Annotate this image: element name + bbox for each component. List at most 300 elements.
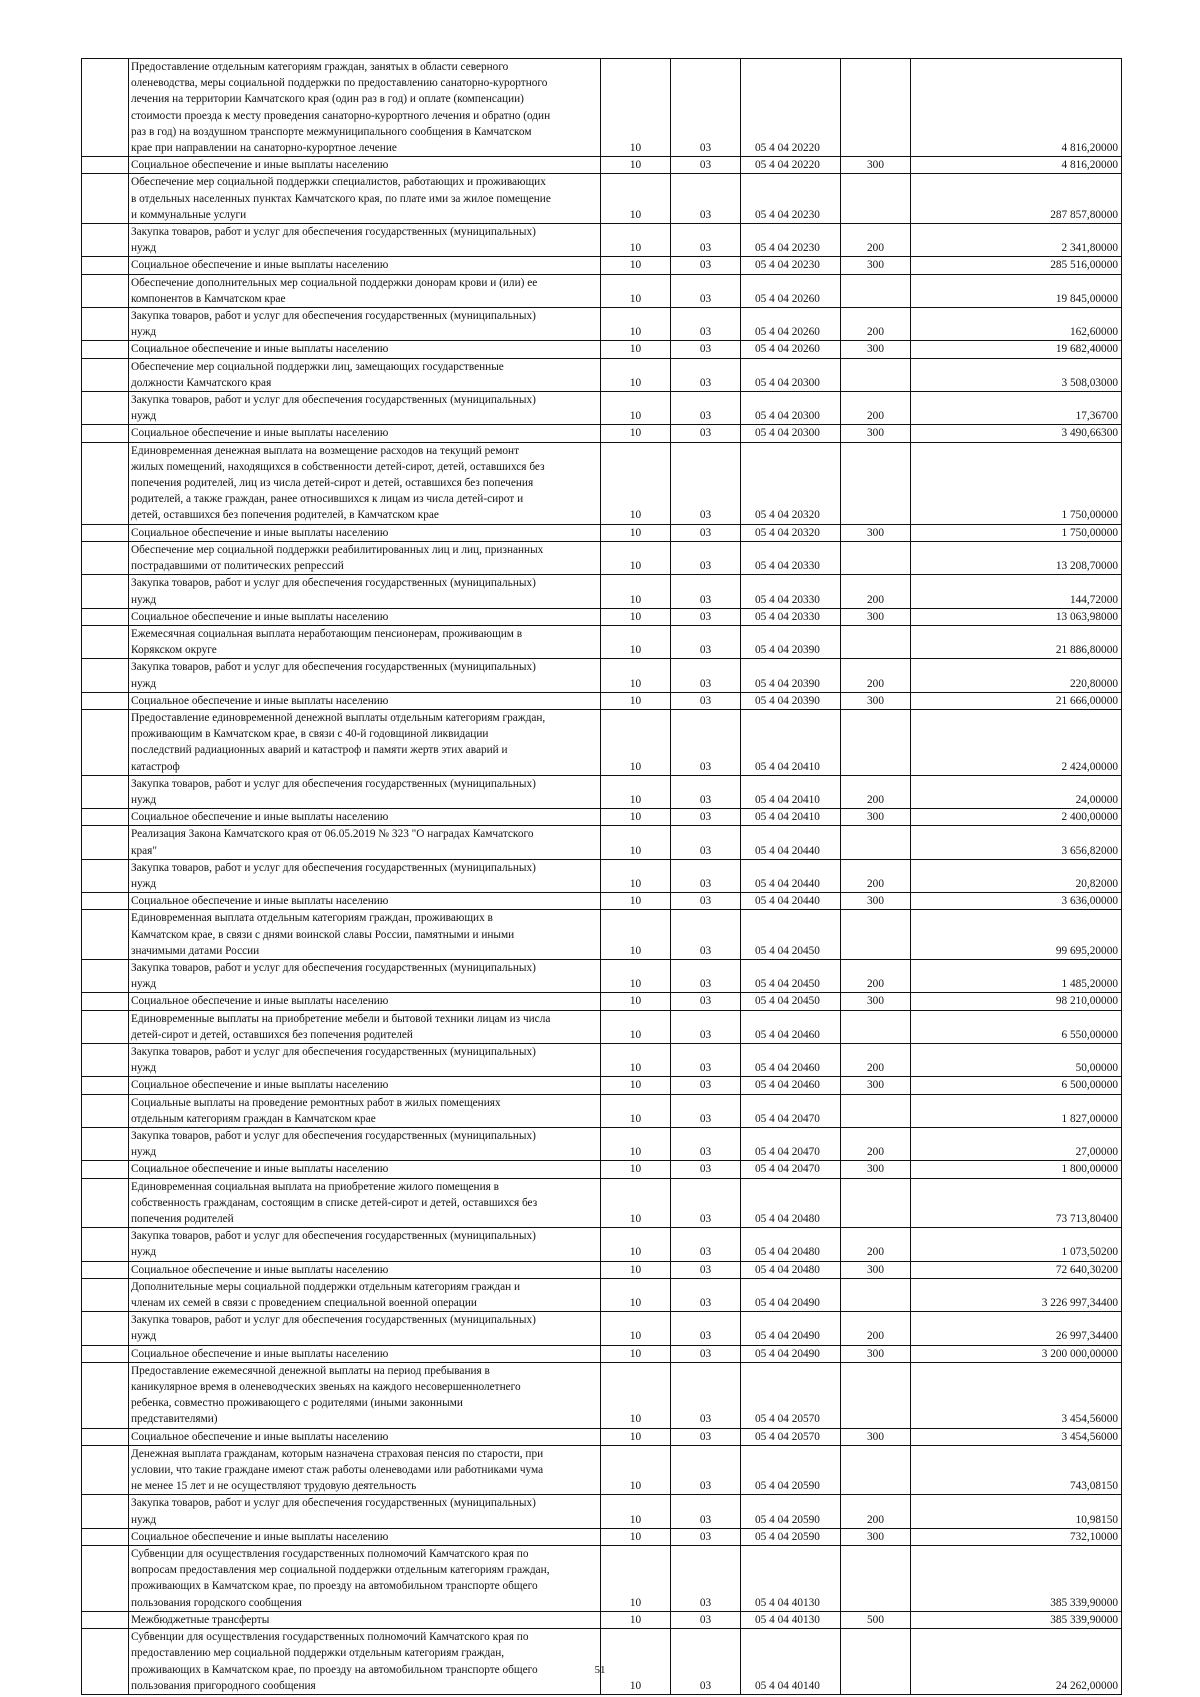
row-subsection-cell: 03 [671, 1261, 741, 1278]
row-target-cell: 05 4 04 20230 [741, 224, 841, 257]
row-target-cell: 05 4 04 20480 [741, 1228, 841, 1261]
row-section-cell: 10 [601, 1178, 671, 1228]
row-type-cell [841, 1178, 911, 1228]
row-type-cell: 200 [841, 959, 911, 992]
row-section-cell: 10 [601, 1161, 671, 1178]
row-type-cell [841, 1010, 911, 1043]
row-subsection-cell: 03 [671, 425, 741, 442]
row-target-cell: 05 4 04 20320 [741, 442, 841, 524]
row-target-cell: 05 4 04 20220 [741, 59, 841, 157]
row-subsection-cell: 03 [671, 859, 741, 892]
row-name-cell: Закупка товаров, работ и услуг для обеспечения государственных (муниципальных) нужд [129, 859, 601, 892]
table-row [82, 257, 1122, 274]
row-amount-cell: 1 485,20000 [911, 959, 1122, 992]
row-type-cell: 200 [841, 1228, 911, 1261]
row-name-cell: Социальное обеспечение и иные выплаты населению [129, 524, 601, 541]
row-target-cell: 05 4 04 20300 [741, 392, 841, 425]
row-name-cell: Межбюджетные трансферты [129, 1611, 601, 1628]
table-row [82, 1495, 1122, 1528]
row-subsection-cell: 03 [671, 775, 741, 808]
row-type-cell: 300 [841, 1077, 911, 1094]
row-subsection-cell: 03 [671, 659, 741, 692]
row-amount-cell: 72 640,30200 [911, 1261, 1122, 1278]
row-section-cell: 10 [601, 341, 671, 358]
row-subsection-cell: 03 [671, 1043, 741, 1076]
row-type-cell [841, 1278, 911, 1311]
row-target-cell: 05 4 04 20260 [741, 308, 841, 341]
row-amount-cell: 3 490,66300 [911, 425, 1122, 442]
row-amount-cell: 10,98150 [911, 1495, 1122, 1528]
row-target-cell: 05 4 04 20260 [741, 274, 841, 307]
row-name-cell: Закупка товаров, работ и услуг для обеспечения государственных (муниципальных) нужд [129, 959, 601, 992]
table-row [82, 659, 1122, 692]
row-amount-cell: 1 800,00000 [911, 1161, 1122, 1178]
row-name-cell: Социальное обеспечение и иные выплаты населению [129, 893, 601, 910]
row-subsection-cell: 03 [671, 1528, 741, 1545]
row-margin-cell [82, 1094, 129, 1127]
row-section-cell: 10 [601, 692, 671, 709]
row-name-cell: Обеспечение мер социальной поддержки специалистов, работающих и проживающих в отдельных населенных пунктах Камчатского края, по плате ими за жилое помещение и коммунальные услуги [129, 174, 601, 224]
row-section-cell: 10 [601, 1445, 671, 1495]
row-subsection-cell: 03 [671, 1228, 741, 1261]
row-target-cell: 05 4 04 20260 [741, 341, 841, 358]
table-row [82, 274, 1122, 307]
row-section-cell: 10 [601, 1629, 671, 1695]
row-margin-cell [82, 775, 129, 808]
row-target-cell: 05 4 04 20390 [741, 692, 841, 709]
row-section-cell: 10 [601, 274, 671, 307]
row-margin-cell [82, 1495, 129, 1528]
row-type-cell: 200 [841, 224, 911, 257]
row-margin-cell [82, 1428, 129, 1445]
row-name-cell: Социальное обеспечение и иные выплаты населению [129, 425, 601, 442]
row-margin-cell [82, 257, 129, 274]
row-name-cell: Социальное обеспечение и иные выплаты населению [129, 993, 601, 1010]
row-subsection-cell: 03 [671, 993, 741, 1010]
row-margin-cell [82, 1043, 129, 1076]
row-target-cell: 05 4 04 20300 [741, 425, 841, 442]
table-row [82, 1445, 1122, 1495]
row-target-cell: 05 4 04 20490 [741, 1345, 841, 1362]
row-section-cell: 10 [601, 1077, 671, 1094]
row-type-cell: 500 [841, 1611, 911, 1628]
row-type-cell: 300 [841, 425, 911, 442]
row-amount-cell: 3 656,82000 [911, 826, 1122, 859]
table-row [82, 1611, 1122, 1628]
table-row [82, 625, 1122, 658]
row-name-cell: Денежная выплата гражданам, которым назначена страховая пенсия по старости, при условии, что такие граждане имеют стаж работы оленеводами или работниками чума не менее 15 лет и не осуществляют трудовую деятельность [129, 1445, 601, 1495]
row-amount-cell: 385 339,90000 [911, 1611, 1122, 1628]
row-type-cell: 200 [841, 1495, 911, 1528]
table-row [82, 893, 1122, 910]
row-amount-cell: 17,36700 [911, 392, 1122, 425]
row-type-cell: 300 [841, 341, 911, 358]
row-name-cell: Единовременная выплата отдельным категориям граждан, проживающих в Камчатском крае, в связи с днями воинской славы России, памятными и иными значимыми датами России [129, 910, 601, 960]
row-type-cell: 200 [841, 308, 911, 341]
row-name-cell: Закупка товаров, работ и услуг для обеспечения государственных (муниципальных) нужд [129, 575, 601, 608]
row-name-cell: Социальное обеспечение и иные выплаты населению [129, 692, 601, 709]
row-subsection-cell: 03 [671, 1445, 741, 1495]
row-margin-cell [82, 709, 129, 775]
row-margin-cell [82, 826, 129, 859]
row-target-cell: 05 4 04 20570 [741, 1362, 841, 1428]
row-amount-cell: 287 857,80000 [911, 174, 1122, 224]
table-row [82, 608, 1122, 625]
row-subsection-cell: 03 [671, 1362, 741, 1428]
row-subsection-cell: 03 [671, 174, 741, 224]
row-margin-cell [82, 392, 129, 425]
row-type-cell: 200 [841, 659, 911, 692]
row-section-cell: 10 [601, 1043, 671, 1076]
row-type-cell: 300 [841, 608, 911, 625]
row-subsection-cell: 03 [671, 524, 741, 541]
table-row [82, 1312, 1122, 1345]
row-type-cell: 200 [841, 1043, 911, 1076]
table-row [82, 1161, 1122, 1178]
row-name-cell: Социальное обеспечение и иные выплаты населению [129, 1077, 601, 1094]
row-subsection-cell: 03 [671, 442, 741, 524]
row-margin-cell [82, 1345, 129, 1362]
table-row [82, 1077, 1122, 1094]
row-type-cell: 300 [841, 893, 911, 910]
table-row [82, 1228, 1122, 1261]
row-amount-cell: 732,10000 [911, 1528, 1122, 1545]
row-amount-cell: 21 666,00000 [911, 692, 1122, 709]
row-type-cell: 200 [841, 775, 911, 808]
row-type-cell: 300 [841, 257, 911, 274]
table-row [82, 1128, 1122, 1161]
row-subsection-cell: 03 [671, 392, 741, 425]
row-margin-cell [82, 659, 129, 692]
row-amount-cell: 3 200 000,00000 [911, 1345, 1122, 1362]
table-row [82, 826, 1122, 859]
row-target-cell: 05 4 04 20470 [741, 1094, 841, 1127]
table-row [82, 59, 1122, 157]
row-amount-cell: 21 886,80000 [911, 625, 1122, 658]
row-type-cell: 300 [841, 1428, 911, 1445]
row-target-cell: 05 4 04 40130 [741, 1546, 841, 1612]
row-type-cell [841, 174, 911, 224]
row-name-cell: Социальное обеспечение и иные выплаты населению [129, 608, 601, 625]
row-name-cell: Дополнительные меры социальной поддержки отдельным категориям граждан и членам их семей в связи с проведением специальной военной операции [129, 1278, 601, 1311]
row-subsection-cell: 03 [671, 1010, 741, 1043]
row-section-cell: 10 [601, 442, 671, 524]
row-name-cell: Реализация Закона Камчатского края от 06.05.2019 № 323 "О наградах Камчатского края" [129, 826, 601, 859]
table-row [82, 692, 1122, 709]
row-subsection-cell: 03 [671, 692, 741, 709]
row-subsection-cell: 03 [671, 1278, 741, 1311]
row-margin-cell [82, 358, 129, 391]
row-type-cell: 300 [841, 1345, 911, 1362]
row-name-cell: Социальное обеспечение и иные выплаты населению [129, 1261, 601, 1278]
row-section-cell: 10 [601, 859, 671, 892]
row-section-cell: 10 [601, 1261, 671, 1278]
row-subsection-cell: 03 [671, 826, 741, 859]
row-subsection-cell: 03 [671, 59, 741, 157]
row-target-cell: 05 4 04 20390 [741, 625, 841, 658]
row-section-cell: 10 [601, 59, 671, 157]
row-type-cell: 300 [841, 1161, 911, 1178]
row-target-cell: 05 4 04 20490 [741, 1312, 841, 1345]
row-margin-cell [82, 59, 129, 157]
row-amount-cell: 3 508,03000 [911, 358, 1122, 391]
row-amount-cell: 4 816,20000 [911, 59, 1122, 157]
row-amount-cell: 6 500,00000 [911, 1077, 1122, 1094]
row-margin-cell [82, 341, 129, 358]
row-margin-cell [82, 524, 129, 541]
row-section-cell: 10 [601, 709, 671, 775]
row-target-cell: 05 4 04 20320 [741, 524, 841, 541]
row-subsection-cell: 03 [671, 224, 741, 257]
table-row [82, 1362, 1122, 1428]
row-type-cell [841, 709, 911, 775]
row-margin-cell [82, 993, 129, 1010]
row-subsection-cell: 03 [671, 893, 741, 910]
row-section-cell: 10 [601, 257, 671, 274]
table-row [82, 392, 1122, 425]
row-section-cell: 10 [601, 959, 671, 992]
row-section-cell: 10 [601, 910, 671, 960]
row-name-cell: Закупка товаров, работ и услуг для обеспечения государственных (муниципальных) нужд [129, 1312, 601, 1345]
table-row [82, 1528, 1122, 1545]
row-target-cell: 05 4 04 20330 [741, 541, 841, 574]
row-name-cell: Закупка товаров, работ и услуг для обеспечения государственных (муниципальных) нужд [129, 392, 601, 425]
table-row [82, 959, 1122, 992]
row-name-cell: Ежемесячная социальная выплата неработающим пенсионерам, проживающим в Корякском округе [129, 625, 601, 658]
row-margin-cell [82, 1546, 129, 1612]
row-margin-cell [82, 1528, 129, 1545]
row-target-cell: 05 4 04 20460 [741, 1043, 841, 1076]
row-name-cell: Единовременная социальная выплата на приобретение жилого помещения в собственность гражданам, состоящим в списке детей-сирот и детей, оставшихся без попечения родителей [129, 1178, 601, 1228]
row-type-cell: 300 [841, 157, 911, 174]
row-subsection-cell: 03 [671, 709, 741, 775]
row-type-cell [841, 1546, 911, 1612]
table-row [82, 308, 1122, 341]
row-amount-cell: 1 750,00000 [911, 524, 1122, 541]
row-target-cell: 05 4 04 20440 [741, 893, 841, 910]
row-target-cell: 05 4 04 20230 [741, 257, 841, 274]
row-amount-cell: 99 695,20000 [911, 910, 1122, 960]
row-amount-cell: 385 339,90000 [911, 1546, 1122, 1612]
table-body [82, 59, 1122, 1695]
row-subsection-cell: 03 [671, 274, 741, 307]
row-target-cell: 05 4 04 20390 [741, 659, 841, 692]
table-row [82, 341, 1122, 358]
row-target-cell: 05 4 04 20230 [741, 174, 841, 224]
row-margin-cell [82, 157, 129, 174]
row-subsection-cell: 03 [671, 1312, 741, 1345]
row-section-cell: 10 [601, 358, 671, 391]
row-margin-cell [82, 910, 129, 960]
row-margin-cell [82, 1228, 129, 1261]
row-type-cell [841, 826, 911, 859]
row-margin-cell [82, 1312, 129, 1345]
row-subsection-cell: 03 [671, 1077, 741, 1094]
row-type-cell: 200 [841, 1128, 911, 1161]
row-target-cell: 05 4 04 20440 [741, 859, 841, 892]
row-amount-cell: 19 845,00000 [911, 274, 1122, 307]
row-type-cell: 200 [841, 575, 911, 608]
row-margin-cell [82, 1128, 129, 1161]
row-name-cell: Закупка товаров, работ и услуг для обеспечения государственных (муниципальных) нужд [129, 775, 601, 808]
row-margin-cell [82, 1445, 129, 1495]
row-target-cell: 05 4 04 20450 [741, 959, 841, 992]
row-margin-cell [82, 608, 129, 625]
row-target-cell: 05 4 04 40140 [741, 1629, 841, 1695]
table-row [82, 358, 1122, 391]
row-target-cell: 05 4 04 20300 [741, 358, 841, 391]
row-margin-cell [82, 1161, 129, 1178]
row-type-cell [841, 541, 911, 574]
row-amount-cell: 20,82000 [911, 859, 1122, 892]
row-margin-cell [82, 1629, 129, 1695]
row-name-cell: Единовременная денежная выплата на возмещение расходов на текущий ремонт жилых помещений, находящихся в собственности детей-сирот, детей, оставшихся без попечения родителей, лиц из числа детей-сирот и детей, оставшихся без попечения родителей, а также граждан, ранее относившихся к лицам из числа детей-сирот и детей, оставшихся без попечения родителей, в Камчатском крае [129, 442, 601, 524]
row-section-cell: 10 [601, 1128, 671, 1161]
row-subsection-cell: 03 [671, 308, 741, 341]
row-name-cell: Социальное обеспечение и иные выплаты населению [129, 257, 601, 274]
row-subsection-cell: 03 [671, 1178, 741, 1228]
row-amount-cell: 2 424,00000 [911, 709, 1122, 775]
row-type-cell [841, 274, 911, 307]
row-subsection-cell: 03 [671, 809, 741, 826]
table-row [82, 1178, 1122, 1228]
row-name-cell: Обеспечение мер социальной поддержки лиц, замещающих государственные должности Камчатского края [129, 358, 601, 391]
row-subsection-cell: 03 [671, 157, 741, 174]
row-target-cell: 05 4 04 20450 [741, 910, 841, 960]
row-subsection-cell: 03 [671, 575, 741, 608]
row-target-cell: 05 4 04 20590 [741, 1495, 841, 1528]
row-amount-cell: 26 997,34400 [911, 1312, 1122, 1345]
row-amount-cell: 4 816,20000 [911, 157, 1122, 174]
row-type-cell [841, 1629, 911, 1695]
row-name-cell: Социальное обеспечение и иные выплаты населению [129, 157, 601, 174]
row-name-cell: Социальные выплаты на проведение ремонтных работ в жилых помещениях отдельным категориям граждан в Камчатском крае [129, 1094, 601, 1127]
table-row [82, 524, 1122, 541]
row-section-cell: 10 [601, 308, 671, 341]
row-section-cell: 10 [601, 1428, 671, 1445]
row-type-cell [841, 625, 911, 658]
table-row [82, 541, 1122, 574]
row-name-cell: Обеспечение дополнительных мер социальной поддержки донорам крови и (или) ее компонентов в Камчатском крае [129, 274, 601, 307]
row-name-cell: Закупка товаров, работ и услуг для обеспечения государственных (муниципальных) нужд [129, 1043, 601, 1076]
row-name-cell: Закупка товаров, работ и услуг для обеспечения государственных (муниципальных) нужд [129, 1128, 601, 1161]
row-name-cell: Закупка товаров, работ и услуг для обеспечения государственных (муниципальных) нужд [129, 224, 601, 257]
row-subsection-cell: 03 [671, 257, 741, 274]
row-type-cell: 200 [841, 1312, 911, 1345]
row-margin-cell [82, 1362, 129, 1428]
row-margin-cell [82, 541, 129, 574]
row-target-cell: 05 4 04 20590 [741, 1445, 841, 1495]
table-row [82, 425, 1122, 442]
row-margin-cell [82, 1010, 129, 1043]
row-amount-cell: 3 454,56000 [911, 1428, 1122, 1445]
row-target-cell: 05 4 04 20410 [741, 775, 841, 808]
row-target-cell: 05 4 04 20440 [741, 826, 841, 859]
row-name-cell: Закупка товаров, работ и услуг для обеспечения государственных (муниципальных) нужд [129, 659, 601, 692]
table-row [82, 775, 1122, 808]
row-name-cell: Социальное обеспечение и иные выплаты населению [129, 341, 601, 358]
row-name-cell: Субвенции для осуществления государственных полномочий Камчатского края по вопросам предоставления мер социальной поддержки отдельным категориям граждан, проживающих в Камчатском крае, по проезду на автомобильном транспорте общего пользования городского сообщения [129, 1546, 601, 1612]
table-row [82, 1043, 1122, 1076]
row-amount-cell: 3 454,56000 [911, 1362, 1122, 1428]
row-section-cell: 10 [601, 893, 671, 910]
row-target-cell: 05 4 04 20220 [741, 157, 841, 174]
row-subsection-cell: 03 [671, 1611, 741, 1628]
row-section-cell: 10 [601, 993, 671, 1010]
row-subsection-cell: 03 [671, 625, 741, 658]
row-subsection-cell: 03 [671, 358, 741, 391]
row-name-cell: Обеспечение мер социальной поддержки реабилитированных лиц и лиц, признанных пострадавшими от политических репрессий [129, 541, 601, 574]
row-section-cell: 10 [601, 1312, 671, 1345]
row-subsection-cell: 03 [671, 1629, 741, 1695]
row-target-cell: 05 4 04 20410 [741, 709, 841, 775]
row-name-cell: Единовременные выплаты на приобретение мебели и бытовой техники лицам из числа детей-сирот и детей, оставшихся без попечения родителей [129, 1010, 601, 1043]
row-name-cell: Закупка товаров, работ и услуг для обеспечения государственных (муниципальных) нужд [129, 308, 601, 341]
row-subsection-cell: 03 [671, 608, 741, 625]
row-margin-cell [82, 893, 129, 910]
row-subsection-cell: 03 [671, 910, 741, 960]
row-margin-cell [82, 1611, 129, 1628]
row-type-cell: 300 [841, 524, 911, 541]
row-margin-cell [82, 308, 129, 341]
table-row [82, 1546, 1122, 1612]
row-type-cell [841, 442, 911, 524]
row-name-cell: Предоставление единовременной денежной выплаты отдельным категориям граждан, проживающим в Камчатском крае, в связи с 40-й годовщиной ликвидации последствий радиационных аварий и катастроф и памяти жертв этих аварий и катастроф [129, 709, 601, 775]
row-margin-cell [82, 174, 129, 224]
row-amount-cell: 98 210,00000 [911, 993, 1122, 1010]
row-target-cell: 05 4 04 20330 [741, 608, 841, 625]
row-amount-cell: 285 516,00000 [911, 257, 1122, 274]
row-type-cell [841, 1094, 911, 1127]
row-target-cell: 05 4 04 40130 [741, 1611, 841, 1628]
row-type-cell [841, 1362, 911, 1428]
row-target-cell: 05 4 04 20410 [741, 809, 841, 826]
row-margin-cell [82, 425, 129, 442]
table-row [82, 1010, 1122, 1043]
row-name-cell: Предоставление отдельным категориям граждан, занятых в области северного оленеводства, меры социальной поддержки по предоставлению санаторно-курортного лечения на территории Камчатского края (один раз в год) и оплате (компенсации) стоимости проезда к месту проведения санаторно-курортного лечения и обратно (один раз в год) на воздушном транспорте межмуниципального сообщения в Камчатском крае при направлении на санаторно-курортное лечение [129, 59, 601, 157]
row-section-cell: 10 [601, 1362, 671, 1428]
row-name-cell: Социальное обеспечение и иные выплаты населению [129, 1528, 601, 1545]
row-name-cell: Предоставление ежемесячной денежной выплаты на период пребывания в каникулярное время в оленеводческих звеньях на каждого несовершеннолетнего ребенка, совместно проживающего с родителями (иными законными представителями) [129, 1362, 601, 1428]
row-amount-cell: 19 682,40000 [911, 341, 1122, 358]
row-amount-cell: 6 550,00000 [911, 1010, 1122, 1043]
row-section-cell: 10 [601, 392, 671, 425]
row-amount-cell: 1 750,00000 [911, 442, 1122, 524]
row-section-cell: 10 [601, 826, 671, 859]
row-type-cell [841, 358, 911, 391]
row-section-cell: 10 [601, 1546, 671, 1612]
row-subsection-cell: 03 [671, 541, 741, 574]
row-name-cell: Социальное обеспечение и иные выплаты населению [129, 1161, 601, 1178]
row-section-cell: 10 [601, 1345, 671, 1362]
row-amount-cell: 1 073,50200 [911, 1228, 1122, 1261]
row-amount-cell: 1 827,00000 [911, 1094, 1122, 1127]
row-amount-cell: 27,00000 [911, 1128, 1122, 1161]
table-row [82, 1345, 1122, 1362]
row-subsection-cell: 03 [671, 1128, 741, 1161]
row-margin-cell [82, 1278, 129, 1311]
table-row [82, 1278, 1122, 1311]
row-name-cell: Социальное обеспечение и иные выплаты населению [129, 809, 601, 826]
row-name-cell: Закупка товаров, работ и услуг для обеспечения государственных (муниципальных) нужд [129, 1495, 601, 1528]
row-amount-cell: 50,00000 [911, 1043, 1122, 1076]
row-amount-cell: 2 341,80000 [911, 224, 1122, 257]
row-amount-cell: 73 713,80400 [911, 1178, 1122, 1228]
row-target-cell: 05 4 04 20590 [741, 1528, 841, 1545]
table-row [82, 709, 1122, 775]
row-target-cell: 05 4 04 20490 [741, 1278, 841, 1311]
row-target-cell: 05 4 04 20460 [741, 1077, 841, 1094]
